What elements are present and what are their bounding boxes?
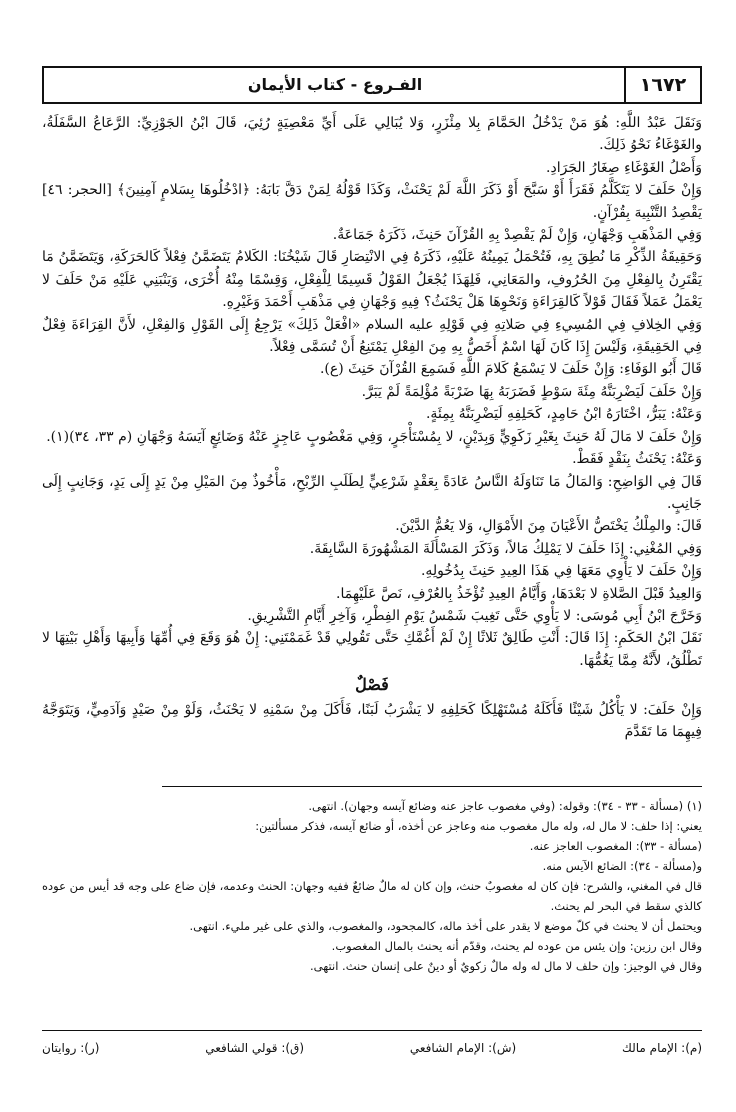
paragraph: قَالَ فِي الوَاضِحِ: وَالمَالُ مَا تَنَاوَلَهُ النَّاسُ عَادَةً بِعَقْدٍ شَرْعِيٍّ لِطَلَبِ الرِّبْحِ، مَأْخُوذٌ مِنَ المَيْلِ مِنْ يَدٍ إِلَى يَدٍ، وَجَانِبٍ إِلَى جَانِبٍ. — [42, 473, 702, 512]
footnotes — [42, 796, 702, 1022]
book-page — [42, 0, 702, 1112]
page-number: ١٦٧٢ — [624, 68, 700, 102]
key-malik: (م): الإمام مالك — [621, 1040, 702, 1055]
footnote-divider — [162, 786, 702, 787]
footnote-line: قال في المغني، والشرح: فإن كان له مغصوبٌ حنث، وإن كان له مالٌ ضائعٌ ففيه وجهان: الحنث وعدمه، فإن ضاع على وجه قد أيس من عوده كالذي سقط في البحر لم يحنث. — [42, 879, 702, 913]
paragraph: قَالَ أَبُو الوَفَاءِ: وَإِنْ حَلَفَ لا يَسْمَعُ كَلامَ اللَّهِ فَسَمِعَ القُرْآنَ حَنِثَ (ع). — [319, 361, 702, 378]
footnote-line: وقال في الوجيز: وإن حلف لا مال له وله مالٌ زكويٌ أو دينٌ على إنسان حنث. انتهى. — [309, 959, 702, 973]
section-heading: فَصْلٌ — [355, 675, 389, 695]
paragraph: وَفِي المُغْنِي: إِذَا حَلَفَ لا يَمْلِكُ مَالاً، وَذَكَرَ المَسْأَلَةَ المَشْهُورَةَ السَّابِقَةَ. — [309, 540, 702, 557]
key-shafii-two-opinions: (ق): قولي الشافعي — [205, 1040, 305, 1055]
paragraph: وَإِنْ حَلَفَ لا يَتَكَلَّمُ فَقَرَأَ أَوْ سَبَّحَ أَوْ ذَكَرَ اللَّهَ لَمْ يَحْنَثْ، وَكَذَا قَوْلُهُ لِمَنْ دَقَّ بَابَهُ: ﴿ادْخُلُوهَا بِسَلامٍ آمِنِينَ﴾ [الحجر: ٤٦] يَقْصِدُ التَّنْبِيهَ بِقُرْآنٍ. — [42, 182, 702, 221]
key-shafii: (ش): الإمام الشافعي — [409, 1040, 517, 1055]
paragraph: وَعَنْهُ: يَحْنَثُ بِنَقْدٍ فَقَطْ. — [572, 451, 702, 468]
key-two-narrations: (ر): روايتان — [42, 1040, 100, 1055]
paragraph: وَإِنْ حَلَفَ لَيَضْرِبَنَّهُ مِئَةَ سَوْطٍ فَضَرَبَهُ بِهَا ضَرْبَةً مُؤْلِمَةً لَمْ يَبَرَّ. — [361, 383, 702, 400]
main-text — [42, 112, 702, 782]
paragraph: نَقَلَ ابْنُ الحَكَمِ: إِذَا قَالَ: أَنْتِ طَالِقٌ ثَلاثًا إِنْ لَمْ أَغُمَّكِ حَتَّى تَقُولِي قَدْ غَمَمْتَنِي: إِنْ هُوَ وَقَعَ فِي أُمِّهَا وَأَبِيهَا وَأَهْلِ بَيْتِهَا لا تَطْلُقُ، لأَنَّهُ مِمَّا يَغُمُّهَا. — [42, 630, 702, 669]
paragraph: وَفِي المَذْهَبِ وَجْهَانِ، وَإِنْ لَمْ يَقْصِدْ بِهِ القُرْآنَ حَنِثَ، ذَكَرَهُ جَمَاعَةٌ. — [332, 227, 702, 244]
paragraph: وَعَنْهُ: يَبَرُّ، اخْتَارَهُ ابْنُ حَامِدٍ، كَحَلِفِهِ لَيَضْرِبَنَّهُ بِمِئَةٍ. — [425, 406, 702, 423]
footnote-line: وقال ابن رزين: وإن يئس من عوده لم يحنث، وقدّم أنه يحنث بالمال المغصوب. — [331, 939, 702, 953]
paragraph: وَنَقَلَ عَبْدُ اللَّهِ: هُوَ مَنْ يَدْخُلُ الحَمَّامَ بِلا مِئْزَرٍ، وَلا يُبَالِي عَلَى أَيِّ مَعْصِيَةٍ رُئِيَ، قَالَ ابْنُ الجَوْزِيِّ: الرَّعَاعُ السَّفَلَةُ، والغَوْغَاءُ نَحْوُ ذَلِكَ. — [42, 115, 702, 154]
page-header — [42, 66, 702, 104]
paragraph: وَخَرَّجَ ابْنُ أَبِي مُوسَى: لا يَأْوِي حَتَّى تَغِيبَ شَمْسُ يَوْمِ الفِطْرِ، وَآخِرِ أَيَّامِ التَّشْرِيقِ. — [247, 607, 702, 624]
footnote-line: و(مسألة - ٣٤): الضائع الآيس منه. — [542, 859, 702, 873]
paragraph: قَالَ: والمِلْكُ يَخْتَصُّ الأَعْيَانَ مِنَ الأَمْوَالِ، وَلا يَعُمُّ الدَّيْنَ. — [395, 518, 702, 535]
paragraph: وَإِنْ حَلَفَ لا مَالَ لَهُ حَنِثَ بِغَيْرِ زَكَوِيٍّ وَبِدَيْنٍ، لا بِمُسْتَأْجَرٍ، وَفِي مَغْصُوبٍ عَاجِزٍ عَنْهُ وَضَائِعٍ آيَسَهُ وَجْهَانِ (م ٣٣، ٣٤)(١). — [46, 428, 702, 445]
paragraph: وَإِنْ حَلَفَ: لا يَأْكُلُ شَيْئًا فَأَكَلَهُ مُسْتَهْلِكًا كَحَلِفِهِ لا يَشْرَبُ لَبَنًا، فَأَكَلَ مِنْ سَمْنِهِ لا يَحْنَثُ، وَلَوْ مِنْ صَيْدٍ وَآدَمِيٍّ، وَيَتَوَجَّهُ فِيهِمَا مَا تَقَدَّمَ — [42, 701, 702, 740]
footnote-line: (مسألة - ٣٣): المغصوب العاجز عنه. — [529, 839, 702, 853]
footnote-line: ويحتمل أن لا يحنث في كلّ موضع لا يقدر على أخذ ماله، كالمجحود، والمغصوب، والذي على غير مليء. انتهى. — [189, 919, 702, 933]
abbreviation-key — [42, 1030, 702, 1060]
paragraph: وَالعِيدُ قَبْلَ الصَّلاةِ لا بَعْدَهَا، وَأَيَّامُ العِيدِ تُؤْخَذُ بِالعُرْفِ، نَصَّ عَلَيْهِمَا. — [336, 585, 702, 602]
running-title: الفـروع - كتاب الأيمان — [247, 75, 423, 94]
footnote-line: (١) (مسألة - ٣٣ - ٣٤): وقوله: (وفي مغصوب عاجز عنه وضائع آيسه وجهان). انتهى. — [308, 799, 702, 813]
paragraph: وَإِنْ حَلَفَ لا يَأْوِي مَعَهَا فِي هَذَا العِيدِ حَنِثَ بِدُخُولِهِ. — [420, 563, 702, 580]
paragraph: وَفِي الخِلافِ فِي المُسِيءِ فِي صَلاتِهِ فِي قَوْلِهِ عليه السلام «افْعَلْ ذَلِكَ» يَرْجِعُ إِلَى القَوْلِ وَالفِعْلِ، لأَنَّ القِرَاءَةَ فِعْلٌ فِي الحَقِيقَةِ، وَلَيْسَ إِذَا كَانَ لَهَا اسْمٌ أَخَصُّ بِهِ مِنَ الفِعْلِ يَمْتَنِعُ أَنْ تُسَمَّى فِعْلاً. — [42, 316, 702, 356]
footnote-line: يعني: إذا حلف: لا مال له، وله مال مغصوب منه وعاجز عن أخذه، أو ضائع آيسه، فذكر مسألتين: — [255, 819, 702, 833]
paragraph: وَأَصْلُ الغَوْغَاءِ صِغَارُ الجَرَادِ. — [546, 159, 702, 176]
paragraph: وَحَقِيقَةُ الذِّكْرِ مَا نُطِقَ بِهِ، فَتُحْمَلُ يَمِينُهُ عَلَيْهِ، ذَكَرَهُ فِي الانْتِصَارِ قَالَ شَيْخُنَا: الكَلامُ يَتَضَمَّنُ فِعْلاً كَالحَرَكَةِ، وَيَتَضَمَّنُ مَا يَقْتَرِنُ بِالفِعْلِ مِنَ الحُرُوفِ، والمَعَانِي، فَلِهَذَا يُجْعَلُ القَوْلُ قَسِيمًا لِلْفِعْلِ، وَقِسْمًا مِنْهُ أُخْرَى، وَيَنْبَنِي عَلَيْهِ مَنْ حَلَفَ لا يَعْمَلُ عَمَلاً فَقَالَ قَوْلاً كَالقِرَاءَةِ وَنَحْوِهَا هَلْ يَحْنَثُ؟ فِيهِ وَجْهَانِ فِي مَذْهَبِ أَحْمَدَ وَغَيْرِهِ. — [42, 249, 702, 311]
